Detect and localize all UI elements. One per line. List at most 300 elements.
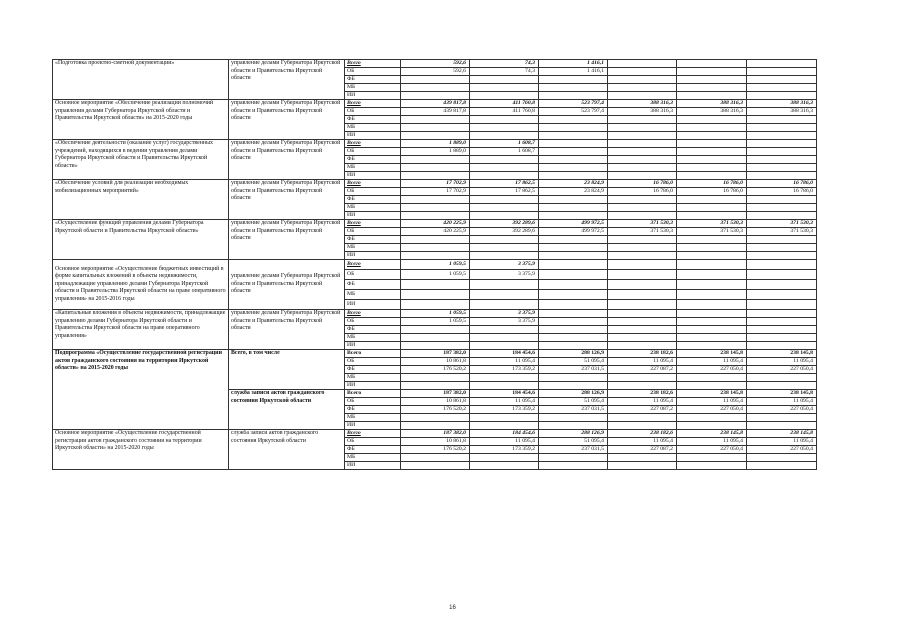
amount-cell	[539, 374, 608, 382]
amount-cell: 11 095,4	[677, 398, 747, 406]
amount-cell	[608, 280, 677, 290]
amount-cell	[470, 92, 539, 100]
amount-cell	[470, 156, 539, 164]
responsible-executor: управление делами Губернатора Иркутской области и Правительства Иркутской области	[229, 260, 345, 310]
amount-cell	[608, 462, 677, 470]
amount-cell	[608, 172, 677, 180]
amount-cell	[401, 204, 470, 212]
funding-source: ОБ	[345, 108, 401, 116]
amount-cell	[608, 156, 677, 164]
responsible-executor: служба записи актов гражданского состояния Иркутской области	[229, 390, 345, 430]
amount-cell: 1 889,0	[401, 140, 470, 148]
amount-cell: 371 530,3	[608, 228, 677, 236]
responsible-executor: управление делами Губернатора Иркутской области и Правительства Иркутской области	[229, 140, 345, 180]
amount-cell	[470, 280, 539, 290]
measure-description: Основное мероприятие «Осуществление государственной регистрации актов гражданского состояния на территории Иркутской области» на 2015-2020 годы	[53, 430, 229, 470]
amount-cell	[608, 252, 677, 260]
funding-source: МБ	[345, 374, 401, 382]
table-row	[53, 140, 817, 148]
amount-cell: 11 095,4	[470, 358, 539, 366]
amount-cell	[747, 172, 817, 180]
amount-cell	[677, 116, 747, 124]
amount-cell: 51 095,4	[539, 438, 608, 446]
measure-description: «Обеспечение деятельности (оказание услуг) государственных учреждений, находящихся в ведении управления делами Губернатора Иркутской области и Правительства Иркутской области»	[53, 140, 229, 180]
amount-cell	[677, 462, 747, 470]
funding-source: ИИ	[345, 252, 401, 260]
amount-cell	[539, 156, 608, 164]
amount-cell	[747, 270, 817, 280]
funding-source: Всего	[345, 220, 401, 228]
amount-cell: 371 530,3	[677, 220, 747, 228]
amount-cell: 392 289,6	[470, 220, 539, 228]
amount-cell: 392 289,6	[470, 228, 539, 236]
funding-source: ИИ	[345, 212, 401, 220]
amount-cell	[470, 454, 539, 462]
funding-source: ОБ	[345, 228, 401, 236]
measure-description: «Подготовка проектно-сметной документации»	[53, 60, 229, 100]
amount-cell: 74,3	[470, 60, 539, 68]
amount-cell: 16 786,0	[677, 188, 747, 196]
amount-cell	[747, 140, 817, 148]
amount-cell	[608, 326, 677, 334]
amount-cell	[401, 244, 470, 252]
amount-cell	[401, 326, 470, 334]
amount-cell: 10 861,8	[401, 438, 470, 446]
amount-cell	[677, 60, 747, 68]
funding-source: ИИ	[345, 462, 401, 470]
amount-cell	[470, 124, 539, 132]
amount-cell	[747, 462, 817, 470]
amount-cell: 17 702,9	[401, 188, 470, 196]
amount-cell	[539, 172, 608, 180]
amount-cell	[401, 252, 470, 260]
amount-cell	[470, 196, 539, 204]
amount-cell: 288 126,9	[539, 350, 608, 358]
amount-cell	[747, 342, 817, 350]
amount-cell: 1 059,5	[401, 270, 470, 280]
amount-cell	[677, 236, 747, 244]
amount-cell	[539, 326, 608, 334]
amount-cell	[401, 300, 470, 310]
amount-cell	[470, 204, 539, 212]
amount-cell	[539, 280, 608, 290]
funding-source: МБ	[345, 414, 401, 422]
funding-source: Всего	[345, 100, 401, 108]
amount-cell	[539, 318, 608, 326]
amount-cell	[539, 300, 608, 310]
amount-cell: 523 797,4	[539, 100, 608, 108]
amount-cell	[747, 326, 817, 334]
amount-cell	[747, 196, 817, 204]
amount-cell	[747, 318, 817, 326]
funding-source: ИИ	[345, 172, 401, 180]
amount-cell	[539, 422, 608, 430]
amount-cell	[401, 76, 470, 84]
table-row	[53, 310, 817, 318]
amount-cell: 3 375,9	[470, 310, 539, 318]
amount-cell: 176 520,2	[401, 446, 470, 454]
amount-cell	[677, 164, 747, 172]
amount-cell	[539, 148, 608, 156]
amount-cell	[747, 280, 817, 290]
amount-cell: 523 797,4	[539, 108, 608, 116]
amount-cell: 11 095,4	[677, 438, 747, 446]
amount-cell: 1 059,5	[401, 318, 470, 326]
amount-cell	[608, 132, 677, 140]
amount-cell: 173 359,2	[470, 406, 539, 414]
amount-cell	[608, 270, 677, 280]
funding-source: МБ	[345, 84, 401, 92]
amount-cell	[539, 414, 608, 422]
amount-cell: 1 416,1	[539, 68, 608, 76]
measure-description: Основное мероприятие «Обеспечение реализации полномочий управления делами Губернатора Иркутской области и Правительства Иркутской области» на 2015-2020 годы	[53, 100, 229, 140]
amount-cell: 388 316,3	[608, 100, 677, 108]
amount-cell	[470, 290, 539, 300]
amount-cell: 238 182,6	[608, 350, 677, 358]
amount-cell	[401, 164, 470, 172]
amount-cell: 23 824,9	[539, 188, 608, 196]
amount-cell	[677, 172, 747, 180]
funding-source: ИИ	[345, 422, 401, 430]
amount-cell	[747, 374, 817, 382]
amount-cell	[470, 300, 539, 310]
amount-cell: 1 608,7	[470, 148, 539, 156]
amount-cell: 184 454,6	[470, 390, 539, 398]
page-number: 16	[449, 605, 456, 611]
funding-source: ФБ	[345, 326, 401, 334]
amount-cell	[539, 84, 608, 92]
amount-cell	[401, 280, 470, 290]
funding-source: ФБ	[345, 280, 401, 290]
amount-cell: 388 316,3	[608, 108, 677, 116]
funding-source: Всего	[345, 60, 401, 68]
measure-description: Подпрограмма «Осуществление государственной регистрации актов гражданского состояния на территории Иркутской области» на 2015-2020 годы	[53, 350, 229, 430]
measure-description: «Осуществление функций управления делами Губернатора Иркутской области и Правительства Иркутской области»	[53, 220, 229, 260]
amount-cell	[608, 140, 677, 148]
funding-source: ФБ	[345, 76, 401, 84]
amount-cell: 227 050,4	[677, 446, 747, 454]
amount-cell	[539, 132, 608, 140]
amount-cell	[677, 334, 747, 342]
amount-cell	[608, 414, 677, 422]
amount-cell: 16 786,0	[608, 188, 677, 196]
amount-cell: 1 608,7	[470, 140, 539, 148]
amount-cell	[401, 342, 470, 350]
amount-cell	[401, 172, 470, 180]
amount-cell	[470, 326, 539, 334]
amount-cell	[747, 244, 817, 252]
amount-cell	[470, 342, 539, 350]
amount-cell: 420 225,9	[401, 228, 470, 236]
amount-cell: 11 095,4	[470, 398, 539, 406]
measure-description: «Обеспечение условий для реализации необходимых мобилизационных мероприятий»	[53, 180, 229, 220]
amount-cell	[677, 76, 747, 84]
responsible-executor: управление делами Губернатора Иркутской области и Правительства Иркутской области	[229, 310, 345, 350]
amount-cell	[677, 68, 747, 76]
amount-cell	[608, 76, 677, 84]
amount-cell	[677, 290, 747, 300]
amount-cell	[539, 204, 608, 212]
amount-cell	[677, 244, 747, 252]
funding-source: МБ	[345, 290, 401, 300]
responsible-executor: Всего, в том числе	[229, 350, 345, 390]
amount-cell	[401, 454, 470, 462]
amount-cell	[401, 462, 470, 470]
amount-cell	[747, 76, 817, 84]
amount-cell	[401, 374, 470, 382]
amount-cell	[677, 280, 747, 290]
amount-cell	[747, 212, 817, 220]
amount-cell	[539, 454, 608, 462]
amount-cell	[401, 334, 470, 342]
amount-cell: 288 126,9	[539, 390, 608, 398]
amount-cell	[608, 212, 677, 220]
amount-cell: 187 382,0	[401, 430, 470, 438]
amount-cell: 499 972,5	[539, 220, 608, 228]
funding-source: МБ	[345, 334, 401, 342]
amount-cell: 23 824,9	[539, 180, 608, 188]
amount-cell	[539, 270, 608, 280]
amount-cell: 592,6	[401, 68, 470, 76]
amount-cell: 11 095,4	[747, 398, 817, 406]
amount-cell: 176 520,2	[401, 366, 470, 374]
amount-cell: 238 145,8	[747, 390, 817, 398]
funding-source: ФБ	[345, 196, 401, 204]
amount-cell	[608, 84, 677, 92]
amount-cell: 237 031,5	[539, 366, 608, 374]
amount-cell	[539, 212, 608, 220]
amount-cell	[401, 414, 470, 422]
amount-cell: 187 382,0	[401, 350, 470, 358]
funding-source: ОБ	[345, 188, 401, 196]
amount-cell	[539, 310, 608, 318]
amount-cell: 388 316,3	[677, 108, 747, 116]
amount-cell	[747, 260, 817, 270]
amount-cell: 11 095,4	[747, 358, 817, 366]
budget-table	[52, 59, 817, 470]
funding-source: ИИ	[345, 382, 401, 390]
amount-cell: 371 530,3	[677, 228, 747, 236]
amount-cell: 388 316,3	[747, 108, 817, 116]
amount-cell: 11 095,4	[677, 358, 747, 366]
funding-source: Всего	[345, 310, 401, 318]
amount-cell: 16 786,0	[608, 180, 677, 188]
funding-source: ОБ	[345, 68, 401, 76]
amount-cell	[401, 132, 470, 140]
amount-cell: 237 031,5	[539, 446, 608, 454]
amount-cell	[401, 290, 470, 300]
funding-source: ИИ	[345, 342, 401, 350]
amount-cell: 1 416,1	[539, 60, 608, 68]
amount-cell: 371 530,3	[747, 220, 817, 228]
amount-cell	[677, 270, 747, 280]
amount-cell	[608, 68, 677, 76]
amount-cell	[747, 310, 817, 318]
funding-source: ФБ	[345, 406, 401, 414]
amount-cell	[401, 156, 470, 164]
amount-cell	[470, 132, 539, 140]
amount-cell	[747, 204, 817, 212]
amount-cell: 16 786,0	[747, 188, 817, 196]
amount-cell	[677, 148, 747, 156]
amount-cell: 51 095,4	[539, 358, 608, 366]
amount-cell: 227 050,4	[747, 366, 817, 374]
amount-cell	[677, 310, 747, 318]
funding-source: ОБ	[345, 358, 401, 366]
amount-cell	[608, 244, 677, 252]
amount-cell: 388 316,3	[747, 100, 817, 108]
amount-cell	[401, 196, 470, 204]
amount-cell	[677, 140, 747, 148]
amount-cell	[608, 60, 677, 68]
amount-cell: 10 861,8	[401, 358, 470, 366]
amount-cell: 184 454,6	[470, 350, 539, 358]
funding-source: ФБ	[345, 366, 401, 374]
amount-cell	[539, 382, 608, 390]
amount-cell: 227 050,4	[747, 406, 817, 414]
amount-cell	[677, 260, 747, 270]
amount-cell: 17 702,9	[401, 180, 470, 188]
amount-cell	[747, 334, 817, 342]
responsible-executor: управление делами Губернатора Иркутской области и Правительства Иркутской области	[229, 100, 345, 140]
funding-source: ОБ	[345, 318, 401, 326]
funding-source: МБ	[345, 164, 401, 172]
amount-cell	[608, 422, 677, 430]
funding-source: ИИ	[345, 92, 401, 100]
amount-cell	[539, 252, 608, 260]
amount-cell: 3 375,9	[470, 270, 539, 280]
amount-cell: 592,6	[401, 60, 470, 68]
amount-cell	[401, 116, 470, 124]
amount-cell: 371 530,3	[747, 228, 817, 236]
amount-cell: 3 375,9	[470, 260, 539, 270]
amount-cell	[608, 342, 677, 350]
measure-description: «Капитальные вложения в объекты недвижимости, принадлежащие управлению делами Губернатора Иркутской области и Правительства Иркутской области на праве оперативного управления»	[53, 310, 229, 350]
funding-source: МБ	[345, 124, 401, 132]
amount-cell	[470, 116, 539, 124]
amount-cell: 238 182,6	[608, 430, 677, 438]
amount-cell	[470, 84, 539, 92]
responsible-executor: управление делами Губернатора Иркутской области и Правительства Иркутской области	[229, 60, 345, 100]
responsible-executor: управление делами Губернатора Иркутской области и Правительства Иркутской области	[229, 220, 345, 260]
amount-cell	[677, 422, 747, 430]
amount-cell	[401, 236, 470, 244]
amount-cell: 227 050,4	[677, 366, 747, 374]
amount-cell	[470, 462, 539, 470]
amount-cell: 3 375,9	[470, 318, 539, 326]
amount-cell	[539, 334, 608, 342]
amount-cell	[608, 164, 677, 172]
table-row	[53, 430, 817, 438]
amount-cell: 411 760,8	[470, 100, 539, 108]
amount-cell	[608, 204, 677, 212]
amount-cell	[470, 374, 539, 382]
amount-cell	[747, 68, 817, 76]
measure-description: Основное мероприятие «Осуществление бюджетных инвестиций в форме капитальных вложений в объекты недвижимости, принадлежащие управлению делами Губернатора Иркутской области и Правительства Иркутской области на праве оперативного управления» на 2015-2016 годы	[53, 260, 229, 310]
amount-cell: 499 972,5	[539, 228, 608, 236]
amount-cell	[608, 334, 677, 342]
table-row	[53, 350, 817, 358]
amount-cell: 16 786,0	[747, 180, 817, 188]
amount-cell: 227 087,2	[608, 446, 677, 454]
amount-cell: 227 050,4	[677, 406, 747, 414]
responsible-executor: управление делами Губернатора Иркутской области и Правительства Иркутской области	[229, 180, 345, 220]
amount-cell: 388 316,3	[677, 100, 747, 108]
amount-cell	[677, 132, 747, 140]
amount-cell	[470, 422, 539, 430]
amount-cell	[677, 414, 747, 422]
amount-cell: 238 145,8	[677, 350, 747, 358]
amount-cell: 17 862,5	[470, 188, 539, 196]
amount-cell	[677, 84, 747, 92]
amount-cell	[470, 236, 539, 244]
amount-cell	[677, 124, 747, 132]
amount-cell: 74,3	[470, 68, 539, 76]
amount-cell	[677, 374, 747, 382]
funding-source: МБ	[345, 244, 401, 252]
funding-source: Всего	[345, 260, 401, 270]
amount-cell: 184 454,6	[470, 430, 539, 438]
funding-source: МБ	[345, 204, 401, 212]
amount-cell: 227 050,4	[747, 446, 817, 454]
funding-source: Всего	[345, 390, 401, 398]
budget-table-body	[53, 60, 817, 470]
amount-cell	[747, 124, 817, 132]
amount-cell: 227 087,2	[608, 366, 677, 374]
amount-cell	[747, 60, 817, 68]
funding-source: ОБ	[345, 270, 401, 280]
amount-cell: 176 520,2	[401, 406, 470, 414]
amount-cell	[677, 252, 747, 260]
amount-cell	[677, 156, 747, 164]
amount-cell: 16 786,0	[677, 180, 747, 188]
table-row	[53, 60, 817, 68]
amount-cell	[608, 116, 677, 124]
amount-cell	[470, 172, 539, 180]
amount-cell	[401, 212, 470, 220]
amount-cell	[608, 454, 677, 462]
amount-cell: 371 530,3	[608, 220, 677, 228]
amount-cell	[608, 310, 677, 318]
amount-cell	[747, 252, 817, 260]
amount-cell: 411 760,8	[470, 108, 539, 116]
amount-cell	[747, 300, 817, 310]
amount-cell	[539, 164, 608, 172]
amount-cell: 1 059,5	[401, 260, 470, 270]
amount-cell	[401, 422, 470, 430]
amount-cell: 1 889,0	[401, 148, 470, 156]
amount-cell	[677, 318, 747, 326]
amount-cell	[677, 454, 747, 462]
amount-cell	[608, 374, 677, 382]
amount-cell	[677, 92, 747, 100]
amount-cell	[470, 244, 539, 252]
amount-cell	[470, 164, 539, 172]
funding-source: ФБ	[345, 446, 401, 454]
amount-cell: 173 359,2	[470, 366, 539, 374]
amount-cell	[539, 236, 608, 244]
amount-cell	[747, 290, 817, 300]
table-row	[53, 220, 817, 228]
amount-cell: 11 095,4	[608, 438, 677, 446]
amount-cell	[470, 334, 539, 342]
amount-cell: 238 145,8	[747, 350, 817, 358]
amount-cell	[608, 124, 677, 132]
amount-cell: 420 225,9	[401, 220, 470, 228]
funding-source: Всего	[345, 140, 401, 148]
amount-cell	[677, 300, 747, 310]
amount-cell	[470, 212, 539, 220]
